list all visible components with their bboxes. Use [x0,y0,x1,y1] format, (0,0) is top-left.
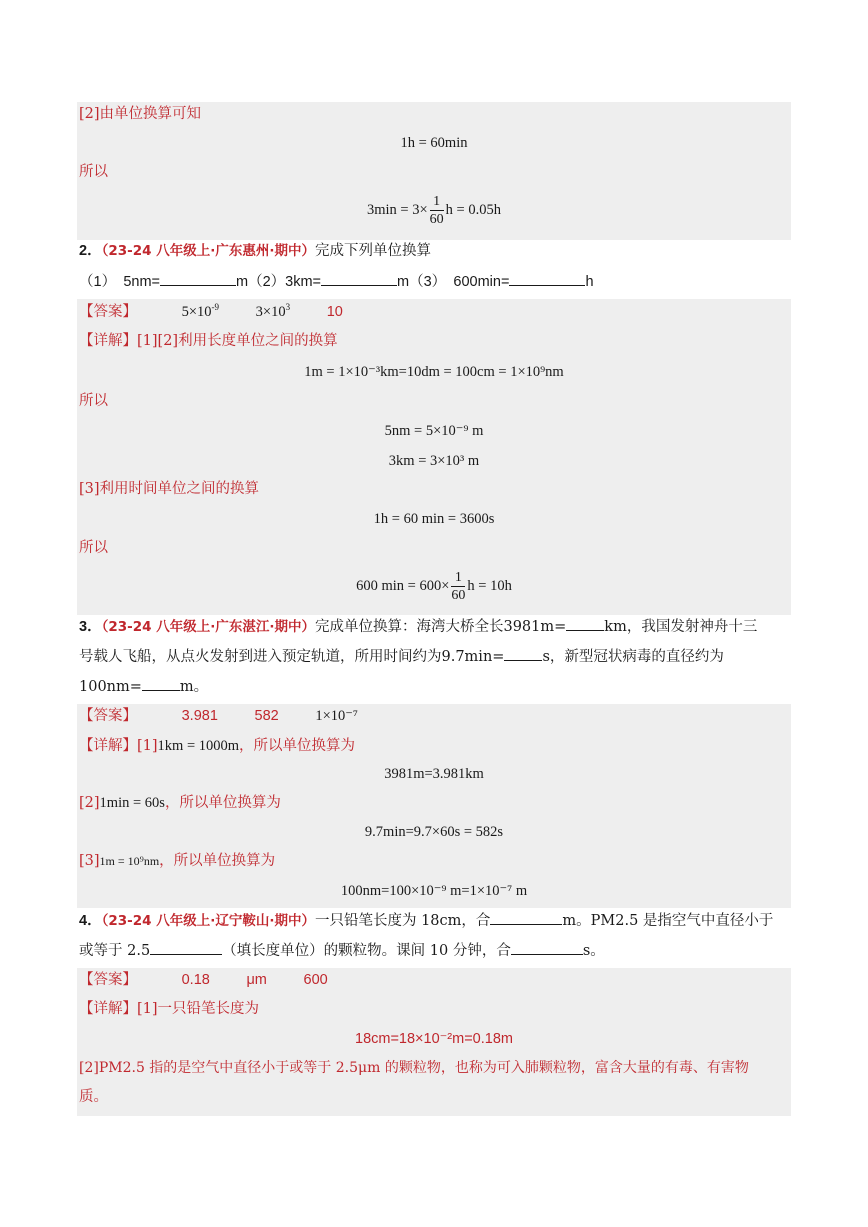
detail-line: 质。 [79,1089,108,1105]
answer-line: 【答案】 0.18 μm 600 [79,972,328,988]
detail-line: [3]1m = 10⁹nm，所以单位换算为 [79,853,276,869]
equation-fraction: 600 min = 600× $\frac{1}{60}$ h = 10h [356,570,512,604]
equation: 3981m=3.981km [384,766,484,782]
question-4-line2: 或等于 2.5 （填长度单位）的颗粒物。课间 10 分钟，合 s。 [79,940,791,961]
detail-line: [2]由单位换算可知 [79,106,202,122]
detail-line: 所以 [79,540,108,556]
detail-line: [2]1min = 60s，所以单位换算为 [79,795,281,811]
question-4: 4．（23-24 八年级上·辽宁鞍山·期中）一只铅笔长度为 18cm，合 m。PM2.5 是指空气中直径小于 [79,910,791,931]
detail-line: [3]利用时间单位之间的换算 [79,481,260,497]
question-3: 3．（23-24 八年级上·广东湛江·期中）完成单位换算：海湾大桥全长3981m= km，我国发射神舟十三 [79,616,791,637]
question-2: 2．（23-24 八年级上·广东惠州·期中）完成下列单位换算 [79,243,431,259]
detail-line: 【详解】[1][2]利用长度单位之间的换算 [79,333,338,349]
equation: 3km = 3×10³ m [388,453,480,469]
detail-line: [2]PM2.5 指的是空气中直径小于或等于 2.5μm 的颗粒物，也称为可入肺颗粒物，富含大量的有毒、有害物 [79,1060,749,1076]
detail-line: 所以 [79,164,108,180]
question-2-items: （1） 5nm= m（2）3km= m（3） 600min= h [79,271,791,292]
equation: 1h = 60min [400,135,468,151]
question-3-line2: 号载人飞船，从点火发射到进入预定轨道，所用时间约为9.7min= s，新型冠状病毒的直径约为 [79,646,791,667]
equation: 1h = 60 min = 3600s [373,511,495,527]
equation: 18cm=18×10⁻²m=0.18m [355,1031,513,1047]
detail-line: 【详解】[1]1km = 1000m，所以单位换算为 [79,738,356,754]
equation: 9.7min=9.7×60s = 582s [364,824,504,840]
detail-line: 【详解】[1]一只铅笔长度为 [79,1001,260,1017]
equation: 100nm=100×10⁻⁹ m=1×10⁻⁷ m [340,883,528,899]
equation: 5nm = 5×10⁻⁹ m [384,423,484,439]
question-3-line3: 100nm= m。 [79,676,791,697]
detail-line: 所以 [79,393,108,409]
answer-line: 【答案】 3.981 582 1×10⁻⁷ [79,708,358,724]
answer-line: 【答案】 $5\times 10^{-9}$ $3\times 10^3$ 10 [79,302,343,320]
equation-fraction: 3min = 3× $\frac{1}{60}$ h = 0.05h [367,194,501,228]
equation: 1m = 1×10⁻³km=10dm = 100cm = 1×10⁹nm [304,364,564,380]
